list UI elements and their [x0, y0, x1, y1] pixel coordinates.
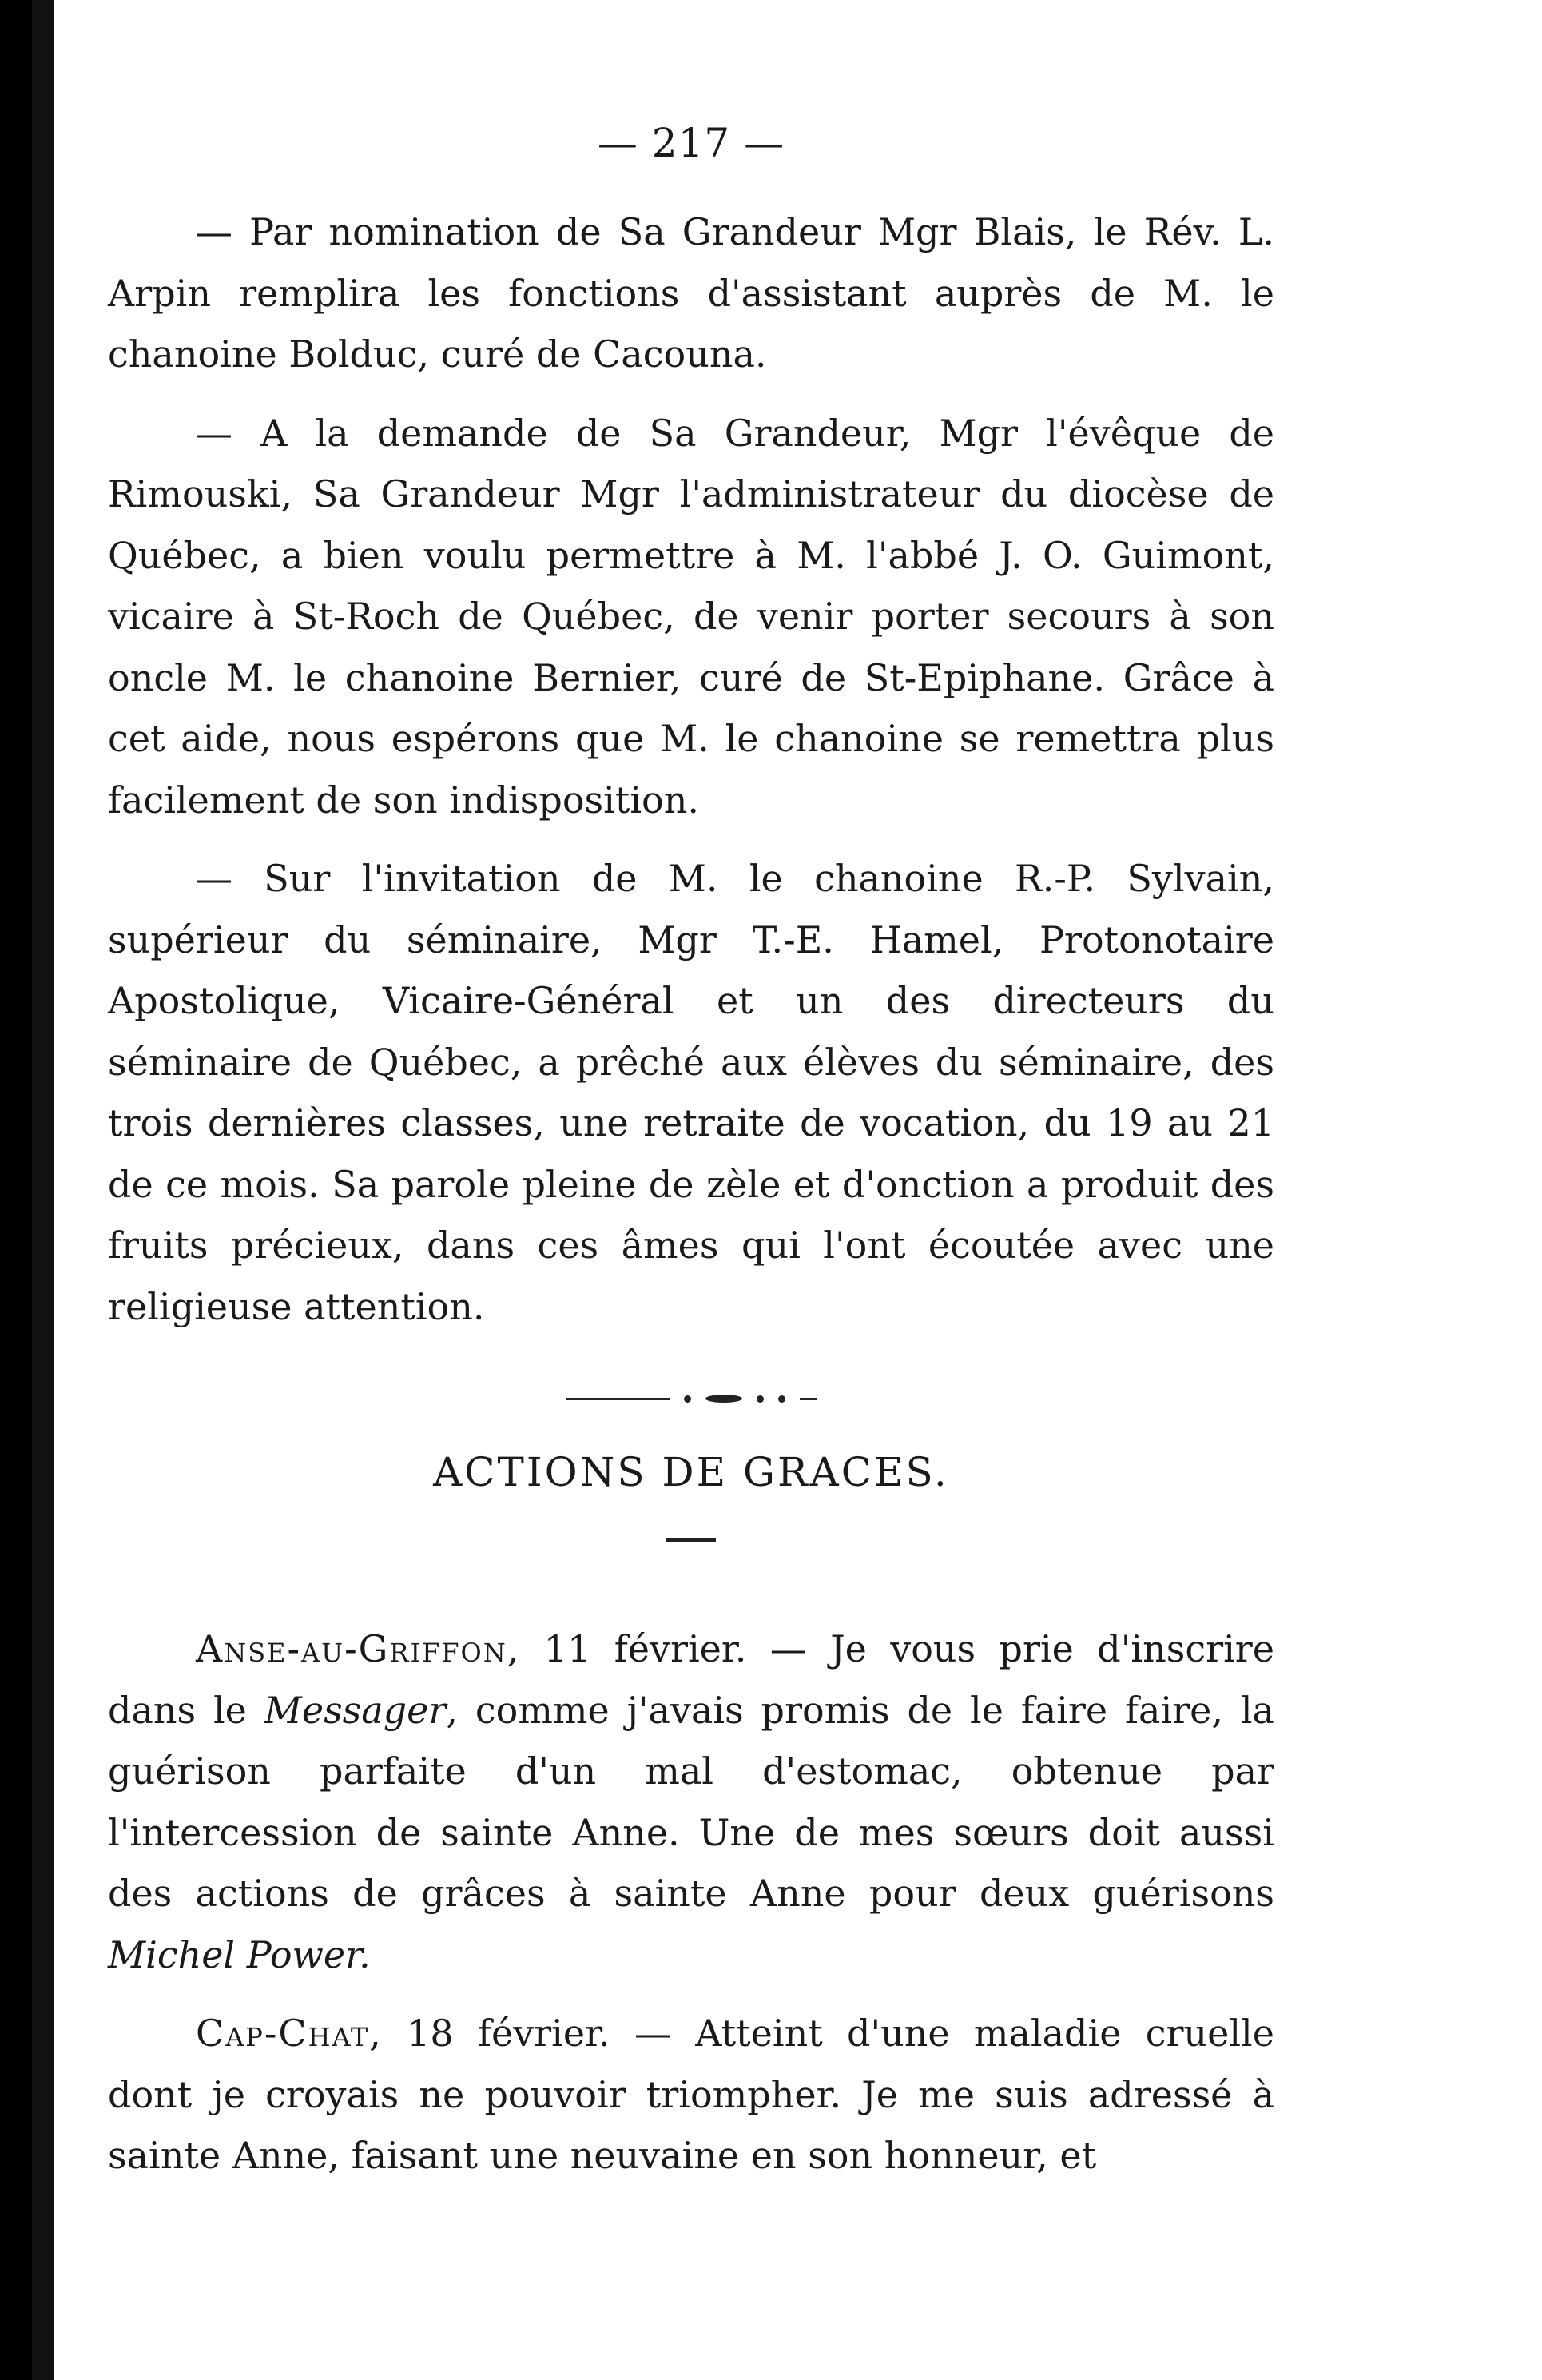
- entry-signature: Michel Power.: [108, 1932, 371, 1976]
- separator-dot: [684, 1395, 691, 1403]
- separator-dot: [778, 1395, 785, 1403]
- document-page: [108, 120, 1274, 2204]
- entry-publication: Messager: [264, 1688, 447, 1732]
- entry-anse-au-griffon: [108, 1618, 1274, 1985]
- entry-date-text: 11 février. — Je vous prie d'inscrire dans le: [108, 1627, 1274, 1732]
- entry-body: 18 février. — Atteint d'une maladie cruelle dont je croyais ne pouvoir triompher. Je me suis adressé à sainte Anne, faisant une neuvaine en son honneur, et: [108, 2012, 1274, 2177]
- separator-dot: [757, 1395, 764, 1403]
- entry-cap-chat: [108, 2003, 1274, 2187]
- scan-binding-shadow: [0, 0, 32, 2380]
- separator-ornament-icon: [705, 1395, 742, 1403]
- separator-line-right: [800, 1398, 817, 1400]
- scan-binding-edge: [0, 0, 54, 2380]
- news-paragraph-2: — A la demande de Sa Grandeur, Mgr l'évêque de Rimouski, Sa Grandeur Mgr l'administrateur du diocèse de Québec, a bien voulu permettre à M. l'abbé J. O. Guimont, vicaire à St-Roch de Québec, de venir porter secours à son oncle M. le chanoine Bernier, curé de St-Epiphane. Grâce à cet aide, nous espérons que M. le chanoine se remettra plus facilement de son indisposition.: [108, 411, 1274, 822]
- section-title: ACTIONS DE GRACES.: [433, 1449, 949, 1495]
- news-paragraph-3: — Sur l'invitation de M. le chanoine R.-P. Sylvain, supérieur du séminaire, Mgr T.-E. Hamel, Protonotaire Apostolique, Vicaire-Général et un des directeurs du séminaire de Québec, a prêché aux élèves du séminaire, des trois dernières classes, une retraite de vocation, du 19 au 21 de ce mois. Sa parole pleine de zèle et d'onction a produit des fruits précieux, dans ces âmes qui l'ont écoutée avec une religieuse attention.: [108, 857, 1274, 1328]
- entry-body: , comme j'avais promis de le faire faire, la guérison parfaite d'un mal d'estomac, obtenue par l'intercession de sainte Anne. Une de mes sœurs doit aussi des actions de grâces à sainte Anne pour deux guérisons: [108, 1688, 1274, 1915]
- separator-line-left: [566, 1398, 670, 1400]
- section-separator: [108, 1379, 1274, 1419]
- title-rule: [666, 1538, 716, 1542]
- page-number: — 217 —: [597, 120, 785, 166]
- entry-place: Cap-Chat,: [196, 2012, 383, 2055]
- entry-place: Anse-au-Griffon,: [196, 1627, 521, 1670]
- news-paragraph-1: — Par nomination de Sa Grandeur Mgr Blais, le Rév. L. Arpin remplira les fonctions d'assistant auprès de M. le chanoine Bolduc, curé de Cacouna.: [108, 210, 1274, 376]
